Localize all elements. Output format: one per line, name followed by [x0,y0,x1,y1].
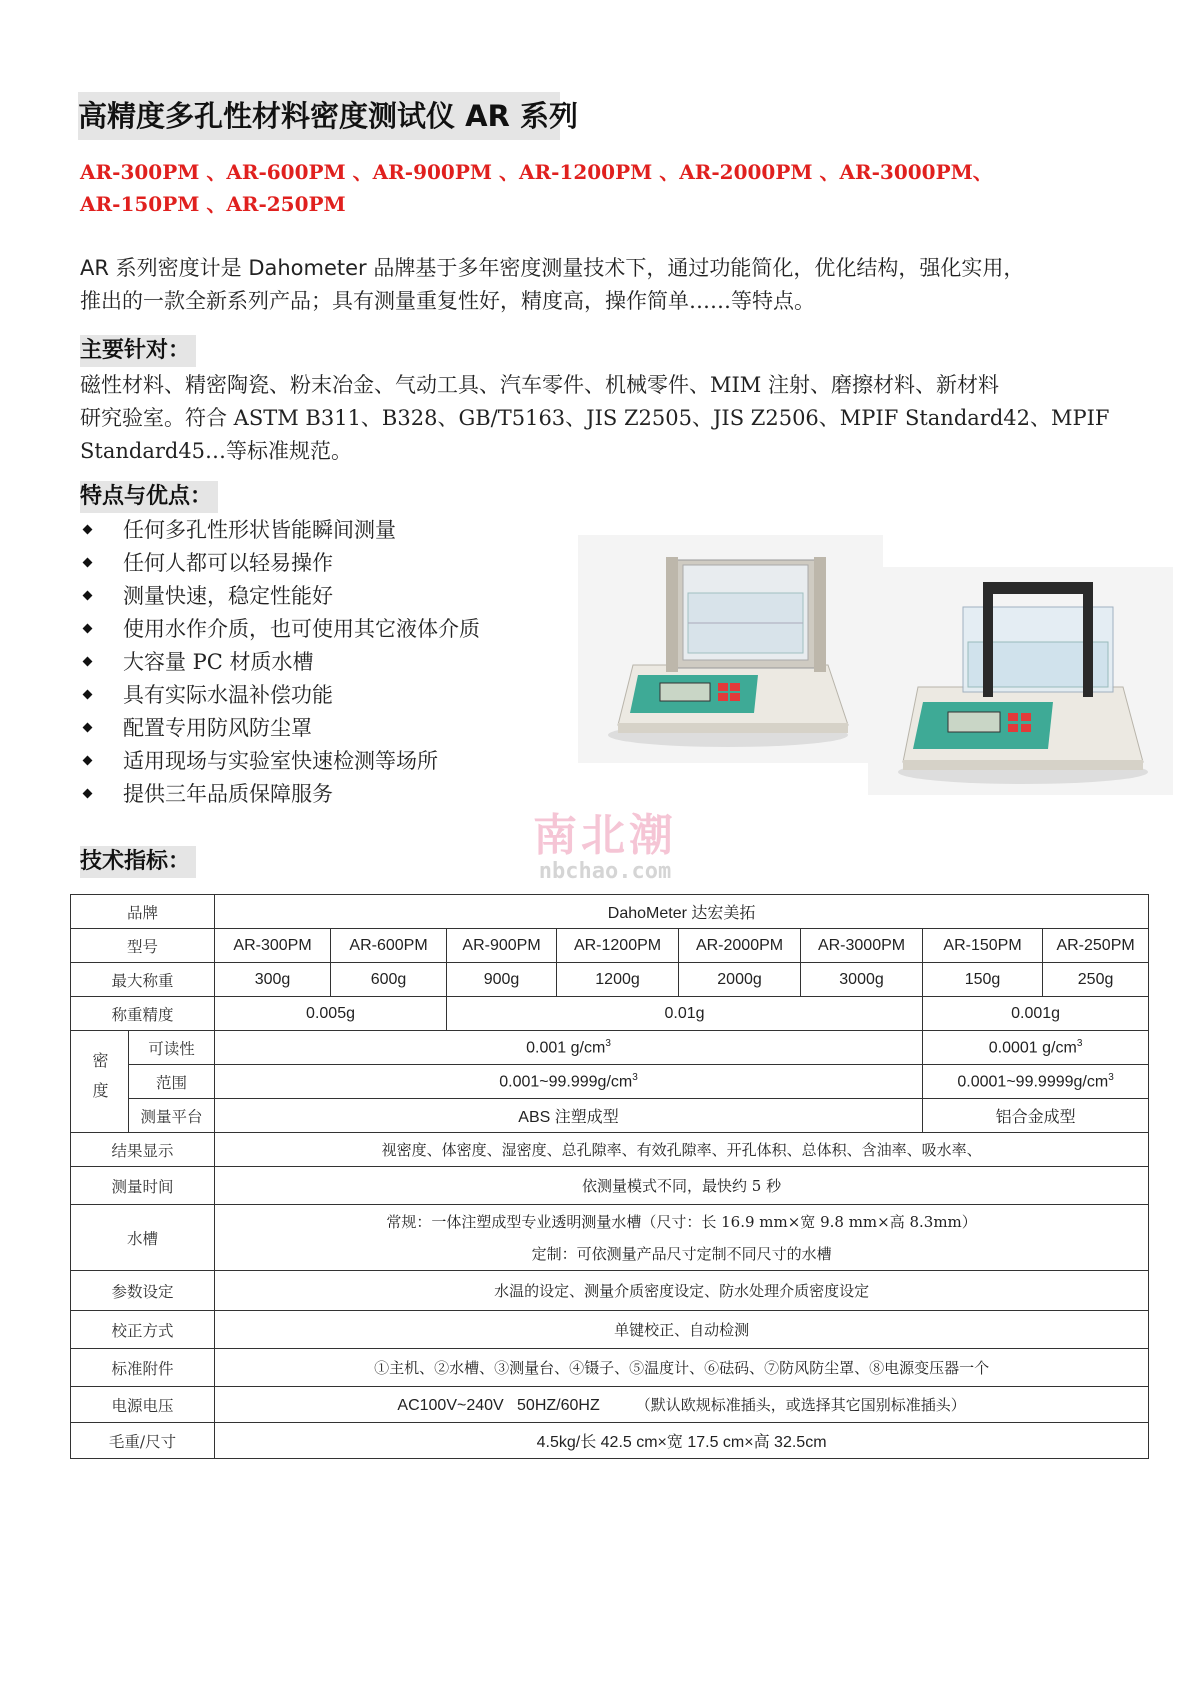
weight-size-value: 4.5kg/长 42.5 cm×宽 17.5 cm×高 32.5cm [215,1423,1149,1459]
readability-label: 可读性 [129,1031,215,1065]
feature-item: 使用水作介质，也可使用其它液体介质 [80,613,480,646]
feature-item: 任何人都可以轻易操作 [80,547,480,580]
feature-item: 适用现场与实验室快速检测等场所 [80,745,480,778]
intro-text-2: 品牌基于多年密度测量技术下，通过功能简化，优化结构，强化实用， [366,256,1025,280]
max-weight-cell: 900g [447,963,557,997]
max-weight-cell: 1200g [557,963,679,997]
model-cell: AR-3000PM [801,929,923,963]
weight-size-label: 毛重/尺寸 [71,1423,215,1459]
precision-cell: 0.005g [215,997,447,1031]
table-row [71,1065,1149,1099]
watermark-en: nbchao.com [538,859,672,884]
power-plug-note: （默认欧规标准插头，或选择其它国别标准插头） [635,1396,966,1414]
model-cell: AR-150PM [923,929,1043,963]
spec-table [70,894,1149,1459]
power-voltage: AC100V~240V 50HZ/60HZ [397,1397,600,1414]
calibration-label: 校正方式 [71,1311,215,1349]
max-weight-cell: 300g [215,963,331,997]
precision-label: 称重精度 [71,997,215,1031]
bullet-diamond-icon [83,723,93,733]
tank-value [215,1205,1149,1271]
targets-line-2: 研究验室。符合 ASTM B311、B328、GB/T5163、JIS Z2505、JIS Z2506、MPIF Standard42、MPIF [80,406,1110,430]
table-row [71,1167,1149,1205]
table-row [71,1387,1149,1423]
model-list-line-1: AR-300PM 、AR-600PM 、AR-900PM 、AR-1200PM 、AR-2000PM 、AR-3000PM、 [80,160,993,184]
feature-item: 具有实际水温补偿功能 [80,679,480,712]
power-value [215,1387,1149,1423]
bullet-diamond-icon [83,690,93,700]
bullet-diamond-icon [83,657,93,667]
intro-ar: AR [80,256,109,280]
accessories-value: ①主机、②水槽、③测量台、④镊子、⑤温度计、⑥砝码、⑦防风防尘罩、⑧电源变压器一个 [215,1349,1149,1387]
calibration-value: 单键校正、自动检测 [215,1311,1149,1349]
targets-line-1: 磁性材料、精密陶瓷、粉末冶金、气动工具、汽车零件、机械零件、MIM 注射、磨擦材料、新材料 [80,373,999,397]
max-weight-cell: 600g [331,963,447,997]
watermark-cn: 南北潮 [533,810,677,861]
power-label: 电源电压 [71,1387,215,1423]
targets-heading: 主要针对： [80,335,196,367]
density-label: 密度 [71,1031,129,1133]
max-weight-label: 最大称重 [71,963,215,997]
intro-brand: Dahometer [248,256,367,280]
product-photo-1 [578,535,883,763]
time-value: 依测量模式不同，最快约 5 秒 [215,1167,1149,1205]
table-row [71,1271,1149,1311]
readability-cell: 0.001 $g/cm^3$ [215,1031,923,1065]
targets-paragraph [80,369,1140,468]
feature-item: 测量快速，稳定性能好 [80,580,480,613]
result-label: 结果显示 [71,1133,215,1167]
table-row [71,1133,1149,1167]
range-cell: $0.0001\sim 99.9999g/cm^3$ [923,1065,1149,1099]
platform-cell: 铝合金成型 [923,1099,1149,1133]
targets-line-3: Standard45…等标准规范。 [80,439,353,463]
brand-label: 品牌 [71,895,215,929]
table-row [71,997,1149,1031]
model-cell: AR-300PM [215,929,331,963]
table-row [71,1423,1149,1459]
brand-value: DahoMeter 达宏美拓 [215,895,1149,929]
tank-label: 水槽 [71,1205,215,1271]
accessories-label: 标准附件 [71,1349,215,1387]
table-row [71,1311,1149,1349]
tank-standard: 常规：一体注塑成型专业透明测量水槽（尺寸：长 16.9 mm×宽 9.8 mm×高 8.3mm） [386,1212,977,1231]
table-row [71,929,1149,963]
bullet-diamond-icon [83,756,93,766]
bullet-diamond-icon [83,624,93,634]
model-label: 型号 [71,929,215,963]
bullet-diamond-icon [83,591,93,601]
bullet-diamond-icon [83,789,93,799]
table-row [71,963,1149,997]
feature-item: 任何多孔性形状皆能瞬间测量 [80,514,480,547]
model-cell: AR-1200PM [557,929,679,963]
range-cell: $0.001\sim 99.999g/cm^3$ [215,1065,923,1099]
bullet-diamond-icon [83,525,93,535]
precision-cell: 0.01g [447,997,923,1031]
intro-paragraph [80,252,1140,318]
result-value: 视密度、体密度、湿密度、总孔隙率、有效孔隙率、开孔体积、总体积、含油率、吸水率、 [215,1133,1149,1167]
readability-cell: 0.0001 $g/cm^3$ [923,1031,1149,1065]
table-row [71,1205,1149,1271]
model-list-line-2: AR-150PM 、AR-250PM [80,192,346,216]
platform-label: 测量平台 [129,1099,215,1133]
max-weight-cell: 2000g [679,963,801,997]
max-weight-cell: 3000g [801,963,923,997]
features-heading: 特点与优点： [80,481,218,513]
max-weight-cell: 150g [923,963,1043,997]
feature-item: 配置专用防风防尘罩 [80,712,480,745]
param-value: 水温的设定、测量介质密度设定、防水处理介质密度设定 [215,1271,1149,1311]
model-cell: AR-600PM [331,929,447,963]
model-cell: AR-900PM [447,929,557,963]
tank-custom: 定制：可依测量产品尺寸定制不同尺寸的水槽 [531,1244,832,1263]
page-title: 高精度多孔性材料密度测试仪 AR 系列 [78,92,560,140]
features-list [80,514,480,811]
intro-text-1: 系列密度计是 [108,256,249,280]
product-photo-2 [868,567,1173,795]
feature-item: 大容量 PC 材质水槽 [80,646,480,679]
specs-heading: 技术指标： [80,846,196,878]
platform-cell: ABS 注塑成型 [215,1099,923,1133]
range-label: 范围 [129,1065,215,1099]
time-label: 测量时间 [71,1167,215,1205]
table-row [71,1031,1149,1065]
precision-cell: 0.001g [923,997,1149,1031]
intro-line-2: 推出的一款全新系列产品；具有测量重复性好，精度高，操作简单……等特点。 [80,289,815,313]
table-row [71,895,1149,929]
max-weight-cell: 250g [1043,963,1149,997]
table-row [71,1349,1149,1387]
feature-item: 提供三年品质保障服务 [80,778,480,811]
watermark [520,812,690,892]
model-cell: AR-2000PM [679,929,801,963]
intro-line-1 [80,252,1140,285]
model-cell: AR-250PM [1043,929,1149,963]
param-label: 参数设定 [71,1271,215,1311]
bullet-diamond-icon [83,558,93,568]
table-row [71,1099,1149,1133]
